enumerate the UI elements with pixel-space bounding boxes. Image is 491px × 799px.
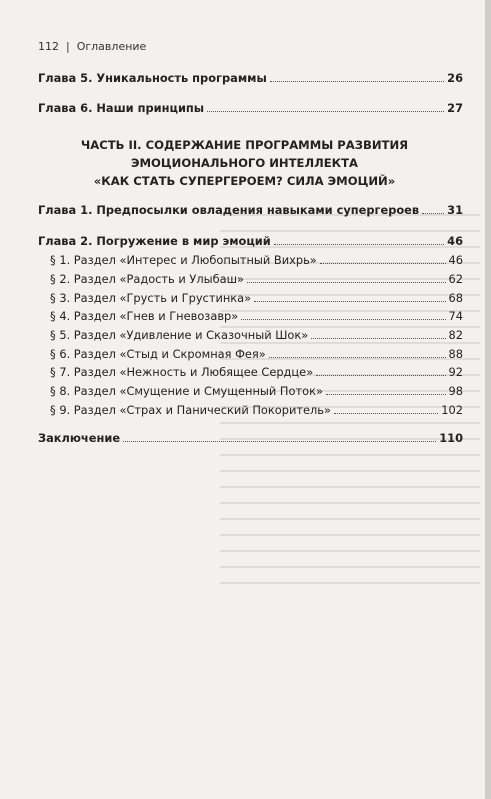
page-number: 112: [38, 40, 59, 53]
dot-leader: [311, 338, 445, 339]
toc-entry-page: 102: [441, 403, 463, 417]
toc-entry-label: § 7. Раздел «Нежность и Любящее Сердце»: [50, 365, 314, 379]
toc-entry-part2-chapter-2[interactable]: [38, 233, 463, 249]
dot-leader: [274, 244, 444, 245]
part-heading: [38, 136, 451, 190]
toc-entry-page: 62: [448, 272, 463, 286]
toc-entry-page: 68: [448, 291, 463, 305]
toc-entry-conclusion[interactable]: [38, 430, 463, 446]
toc-entry-part2-chapter-1[interactable]: [38, 202, 463, 218]
toc-entry-label: § 1. Раздел «Интерес и Любопытный Вихрь»: [50, 253, 317, 267]
toc-entry-page: 26: [447, 71, 463, 85]
toc-entry-label: § 5. Раздел «Удивление и Сказочный Шок»: [50, 328, 309, 342]
toc-entry-label: Глава 6. Наши принципы: [38, 101, 205, 115]
toc-entry-section-7[interactable]: [50, 364, 463, 380]
toc-entry-page: 46: [447, 234, 463, 248]
toc-entry-page: 46: [448, 253, 463, 267]
toc-entry-page: 82: [448, 328, 463, 342]
toc-entry-section-9[interactable]: [50, 402, 463, 418]
dot-leader: [123, 441, 436, 442]
dot-leader: [269, 357, 446, 358]
page-edge: [485, 0, 491, 799]
dot-leader: [270, 81, 444, 82]
part-heading-line-1: ЧАСТЬ II. СОДЕРЖАНИЕ ПРОГРАММЫ РАЗВИТИЯ: [80, 138, 409, 152]
toc-entry-page: 88: [448, 347, 463, 361]
toc-entry-chapter-6[interactable]: [38, 100, 463, 116]
dot-leader: [320, 263, 446, 264]
header-separator: |: [66, 40, 70, 53]
toc-entry-section-2[interactable]: [50, 271, 463, 287]
toc-entry-label: § 3. Раздел «Грусть и Грустинка»: [50, 291, 252, 305]
toc-entry-page: 98: [448, 384, 463, 398]
dot-leader: [334, 413, 438, 414]
toc-entry-section-3[interactable]: [50, 290, 463, 306]
toc-entry-page: 31: [447, 203, 463, 217]
part-heading-line-2: ЭМОЦИОНАЛЬНОГО ИНТЕЛЛЕКТА: [131, 156, 358, 170]
dot-leader: [254, 301, 445, 302]
dot-leader: [316, 375, 445, 376]
toc-entry-label: § 9. Раздел «Страх и Панический Покоритель»: [50, 403, 331, 417]
header-section-title: Оглавление: [76, 40, 147, 53]
toc-entry-label: Глава 2. Погружение в мир эмоций: [38, 234, 271, 248]
toc-entry-label: § 2. Раздел «Радость и Улыбаш»: [50, 272, 245, 286]
toc-entry-page: 27: [447, 101, 463, 115]
toc-entry-section-8[interactable]: [50, 383, 463, 399]
part-heading-line-3: «КАК СТАТЬ СУПЕРГЕРОЕМ? СИЛА ЭМОЦИЙ»: [93, 174, 396, 188]
running-header: [38, 40, 146, 53]
dot-leader: [326, 394, 446, 395]
toc-entry-section-6[interactable]: [50, 346, 463, 362]
toc-entry-label: Глава 5. Уникальность программы: [38, 71, 267, 85]
toc-entry-label: Заключение: [38, 431, 121, 445]
toc-entry-page: 92: [448, 365, 463, 379]
toc-entry-chapter-5[interactable]: [38, 70, 463, 86]
toc-entry-label: § 8. Раздел «Смущение и Смущенный Поток»: [50, 384, 323, 398]
toc-entry-label: Глава 1. Предпосылки овладения навыками супергероев: [38, 203, 420, 217]
toc-entry-label: § 6. Раздел «Стыд и Скромная Фея»: [50, 347, 266, 361]
toc-entry-page: 74: [448, 309, 463, 323]
dot-leader: [422, 213, 444, 214]
toc-entry-section-4[interactable]: [50, 308, 463, 324]
dot-leader: [207, 111, 444, 112]
dot-leader: [241, 319, 445, 320]
toc-entry-page: 110: [439, 431, 463, 445]
toc-entry-label: § 4. Раздел «Гнев и Гневозавр»: [50, 309, 239, 323]
toc-entry-section-5[interactable]: [50, 327, 463, 343]
dot-leader: [247, 282, 445, 283]
toc-entry-section-1[interactable]: [50, 252, 463, 268]
